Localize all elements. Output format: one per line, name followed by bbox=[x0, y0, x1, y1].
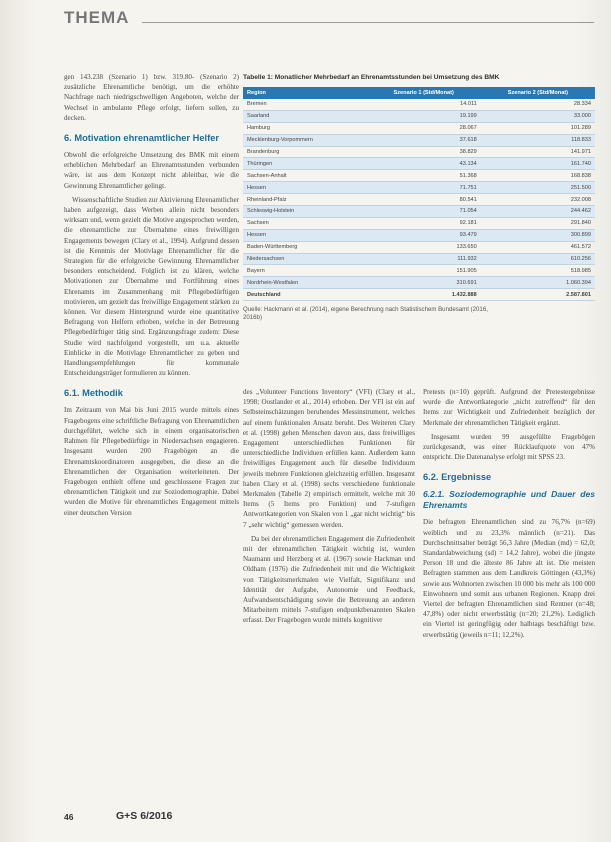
region-cell: Rheinland-Pfalz bbox=[243, 194, 367, 206]
table-row bbox=[243, 206, 595, 218]
region-cell: Saarland bbox=[243, 110, 367, 122]
region-cell: Deutschland bbox=[243, 289, 367, 301]
region-cell: Schleswig-Holstein bbox=[243, 206, 367, 218]
column-left bbox=[64, 72, 239, 522]
region-cell: Thüringen bbox=[243, 158, 367, 170]
value-cell: 310.691 bbox=[367, 277, 481, 289]
table-row bbox=[243, 253, 595, 265]
value-cell: 43.134 bbox=[367, 158, 481, 170]
region-cell: Sachsen bbox=[243, 217, 367, 229]
table-row bbox=[243, 170, 595, 182]
value-cell: 1.432.888 bbox=[367, 289, 481, 301]
subsection-title: 6.2.1. Soziodemographie und Dauer des Ehrenamts bbox=[423, 489, 595, 511]
table-total-row bbox=[243, 289, 595, 301]
magazine-issue: G+S 6/2016 bbox=[116, 810, 173, 822]
table-row bbox=[243, 134, 595, 146]
value-cell: 291.840 bbox=[481, 217, 595, 229]
value-cell: 518.985 bbox=[481, 265, 595, 277]
value-cell: 251.500 bbox=[481, 182, 595, 194]
table-row bbox=[243, 194, 595, 206]
region-cell: Sachsen-Anhalt bbox=[243, 170, 367, 182]
value-cell: 71.751 bbox=[367, 182, 481, 194]
value-cell: 33.000 bbox=[481, 110, 595, 122]
paragraph: Insgesamt wurden 99 ausgefüllte Fragebögen zurückgesandt, was einer Rücklaufquote von 47% entspricht. Die Datenanalyse erfolgt mit SPSS 23. bbox=[423, 432, 595, 462]
value-cell: 101.289 bbox=[481, 122, 595, 134]
region-cell: Niedersachsen bbox=[243, 253, 367, 265]
table-title: Tabelle 1: Monatlicher Mehrbedarf an Ehrenamtsstunden bei Umsetzung des BMK bbox=[243, 74, 500, 81]
value-cell: 19.199 bbox=[367, 110, 481, 122]
table-row bbox=[243, 265, 595, 277]
value-cell: 168.838 bbox=[481, 170, 595, 182]
value-cell: 28.334 bbox=[481, 99, 595, 110]
section-title-methodik: 6.1. Methodik bbox=[64, 388, 123, 399]
paragraph: Wissenschaftliche Studien zur Aktivierung Ehrenamtlicher haben aufgezeigt, dass Werben allein nicht besonders wirksam und, wenn gezielt die Motive angesprochen werden, die ehrenamtliche zur Übernahme eines freiwilligen Engagements bewegen (Clary et al., 1994). Aufgrund dessen ist die Kenntnis der Motivlage Ehrenamtlicher für die Strategien für die erfolgreiche Gewinnung Ehrenamtlicher besonders entscheidend. Folglich ist zu klären, welche Motivationen zur Übernahme und Fortführung eines Ehrenamts im Zusammenhang mit Pflegebedürftigen motivieren, um gezielt das freiwillige Engagement stärken zu können. Vor diesem Hintergrund wurde eine quantitative Befragung von Helfern erhoben, welche in der Betreuung Pflegebedürftiger tätig sind. Ergänzungsfrage zudem: Diese Studie wird nachfolgend vorgestellt, um u.a. aktuelle Einblicke in die Motivlage Ehrenamtlicher zu geben und Handlungsempfehlungen für kommunale Entscheidungsträger formulieren zu können. bbox=[64, 195, 239, 378]
table-row bbox=[243, 241, 595, 253]
value-cell: 151.905 bbox=[367, 265, 481, 277]
header-rule bbox=[142, 22, 594, 23]
table-block bbox=[243, 74, 595, 322]
value-cell: 610.256 bbox=[481, 253, 595, 265]
value-cell: 300.899 bbox=[481, 229, 595, 241]
section-title-ergebnisse: 6.2. Ergebnisse bbox=[423, 472, 492, 483]
intro-paragraph: gen 143.238 (Szenario 1) bzw. 319.80- (Szenario 2) zusätzliche Ehrenamtliche benötigt, um die erhöhte Nachfrage nach niedrigschwelligen Angeboten, welche der Wechsel in ambulante Pflege erfolgt, liefern sollen, zu decken. bbox=[64, 73, 239, 122]
paragraph: des „Volunteer Functions Inventory“ (VFI) (Clary et al., 1998; Oostlander et al., 2014) erhoben. Der VFI ist ein auf Selbsteinschätzungen beruhendes Messinstrument, welches auf einem funktionalen Ansatz beruht. Des Weiteren Clary et al. (1998) gehen Menschen davon aus, dass freiwilliges Engagement unterschiedlichen Funktionen für unterschiedliche Individuen erfüllen kann. Außerdem kann freiwilliges Engagement auch für dieselbe Individuum jeweils mehrere Funktionen gleichzeitig erfüllen. Insgesamt haben Clary et al. (1998) sechs verschiedene funktionale Merkmalen (Tabelle 2) empirisch ermittelt, welche mit 30 Items (5 Items pro Funktion) und 7-stufigen Antwortkategorien von Skalen von 1 „gar nicht wichtig“ bis 7 „sehr wichtig“ gemessen werden. bbox=[243, 388, 415, 529]
value-cell: 28.067 bbox=[367, 122, 481, 134]
region-cell: Hamburg bbox=[243, 122, 367, 134]
table-row bbox=[243, 277, 595, 289]
region-cell: Mecklenburg-Vorpommern bbox=[243, 134, 367, 146]
value-cell: 2.587.801 bbox=[481, 289, 595, 301]
value-cell: 244.462 bbox=[481, 206, 595, 218]
region-cell: Bayern bbox=[243, 265, 367, 277]
column-header: Region bbox=[243, 87, 367, 99]
table-source: Quelle: Hackmann et al. (2014), eigene Berechnung nach Statistischem Bundesamt (2016, 2016b) bbox=[243, 306, 488, 322]
column-header: Szenario 1 (Std/Monat) bbox=[367, 87, 481, 99]
value-cell: 1.060.394 bbox=[481, 277, 595, 289]
data-table bbox=[243, 87, 595, 301]
table-row bbox=[243, 99, 595, 110]
value-cell: 111.932 bbox=[367, 253, 481, 265]
column-right bbox=[423, 387, 595, 644]
value-cell: 461.572 bbox=[481, 241, 595, 253]
paragraph: Obwohl die erfolgreiche Umsetzung des BMK mit einem erheblichen Mehrbedarf an Ehrenamtsstunden verbunden wäre, ist aus dem Konzept nicht ableitbar, wie die Gewinnung Ehrenamtlicher gelingt. bbox=[64, 151, 239, 190]
region-cell: Hessen bbox=[243, 182, 367, 194]
column-middle bbox=[243, 387, 415, 630]
region-cell: Bremen bbox=[243, 99, 367, 110]
paragraph: Pretests (n=10) geprüft. Aufgrund der Pretestergebnisse wurde die Antwortkategorie „nicht zutreffend“ für den Items zur Wichtigkeit und Zufriedenheit bezüglich der Merkmale der ehrenamtlichen Tätigkeit ergänzt. bbox=[423, 388, 595, 427]
table-row bbox=[243, 182, 595, 194]
paragraph: Da bei der ehrenamtlichen Engagement die Zufriedenheit mit der ehrenamtlichen Tätigkeit wichtig ist, wurden Naumann und Herzberg et al. (1967) sowie Hackman und Oldham (1976) die Zufriedenheit mit und die Wichtigkeit von Tätigkeitsmerkmalen wie Vielfalt, Signifikanz und Identität der Aufgabe, Autonomie und Feedback, Aufwandsentschädigung sowie die Betreuung an anderen Mitarbeitern mittels 7-stufigen endpunktbenannten Skalen erfasst. Der Fragebogen wurde mittels kognitiver bbox=[243, 534, 415, 625]
table-row bbox=[243, 122, 595, 134]
value-cell: 71.054 bbox=[367, 206, 481, 218]
value-cell: 92.181 bbox=[367, 217, 481, 229]
section-label: THEMA bbox=[64, 8, 130, 27]
value-cell: 232.008 bbox=[481, 194, 595, 206]
value-cell: 141.971 bbox=[481, 146, 595, 158]
value-cell: 93.479 bbox=[367, 229, 481, 241]
region-cell: Brandenburg bbox=[243, 146, 367, 158]
table-row bbox=[243, 110, 595, 122]
value-cell: 118.833 bbox=[481, 134, 595, 146]
value-cell: 37.618 bbox=[367, 134, 481, 146]
column-header: Szenario 2 (Std/Monat) bbox=[481, 87, 595, 99]
table-row bbox=[243, 146, 595, 158]
value-cell: 38.829 bbox=[367, 146, 481, 158]
region-cell: Baden-Württemberg bbox=[243, 241, 367, 253]
value-cell: 133.650 bbox=[367, 241, 481, 253]
paragraph: Im Zeitraum von Mai bis Juni 2015 wurde mittels eines Fragebogens eine schriftliche Befragung von Ehrenamtlichen durchgeführt, welche sich in einem organisatorischen Rahmen für Pflegebedürftige in Niedersachsen engagieren. Insgesamt wurden 200 Fragebögen an die Ehrenamtskoordinatoren ausgegeben, die diese an die Ehrenamtlichen der Organisation weiterleiteten. Der Fragebogen enthielt offene und geschlossene Fragen zur ehrenamtlichen Tätigkeit und zur Soziodemographie. Dabei wurden die Motive für ehrenamtliches Engagement mittels einer deutschen Version bbox=[64, 406, 239, 517]
region-cell: Nordrhein-Westfalen bbox=[243, 277, 367, 289]
table-row bbox=[243, 158, 595, 170]
value-cell: 161.740 bbox=[481, 158, 595, 170]
section-header bbox=[64, 8, 594, 30]
page-number: 46 bbox=[64, 812, 74, 822]
value-cell: 80.541 bbox=[367, 194, 481, 206]
table-row bbox=[243, 229, 595, 241]
region-cell: Hessen bbox=[243, 229, 367, 241]
value-cell: 14.011 bbox=[367, 99, 481, 110]
value-cell: 51.368 bbox=[367, 170, 481, 182]
section-title-motivation: 6. Motivation ehrenamtlicher Helfer bbox=[64, 133, 219, 144]
table-row bbox=[243, 217, 595, 229]
paragraph: Die befragten Ehrenamtlichen sind zu 76,7% (n=69) weiblich und zu 23,3% männlich (n=21). Das Durchschnittsalter beträgt 56,3 Jahre (Median (md) = 62,0; Standardabweichung (sd) = 14,2 Jahre), wobei die jüngste Person 18 und die älteste 86 Jahre alt ist. Die meisten Befragten stammen aus dem Landkreis Göttingen (43,3%) sowie aus Wohnorten zwischen 10 000 bis mehr als 100 000 Einwohnern und somit aus urbanen Regionen. Knapp drei Viertel der befragten Ehrenamtlichen sind Rentner (n=48; 47,8%) oder nicht erwerbstätig (n=20; 21,2%). Lediglich ein Viertel ist geringfügig oder halbtags beschäftigt bzw. erwerbstätig (jeweils n=11; 12,2%). bbox=[423, 518, 595, 639]
table-header-row bbox=[243, 87, 595, 99]
